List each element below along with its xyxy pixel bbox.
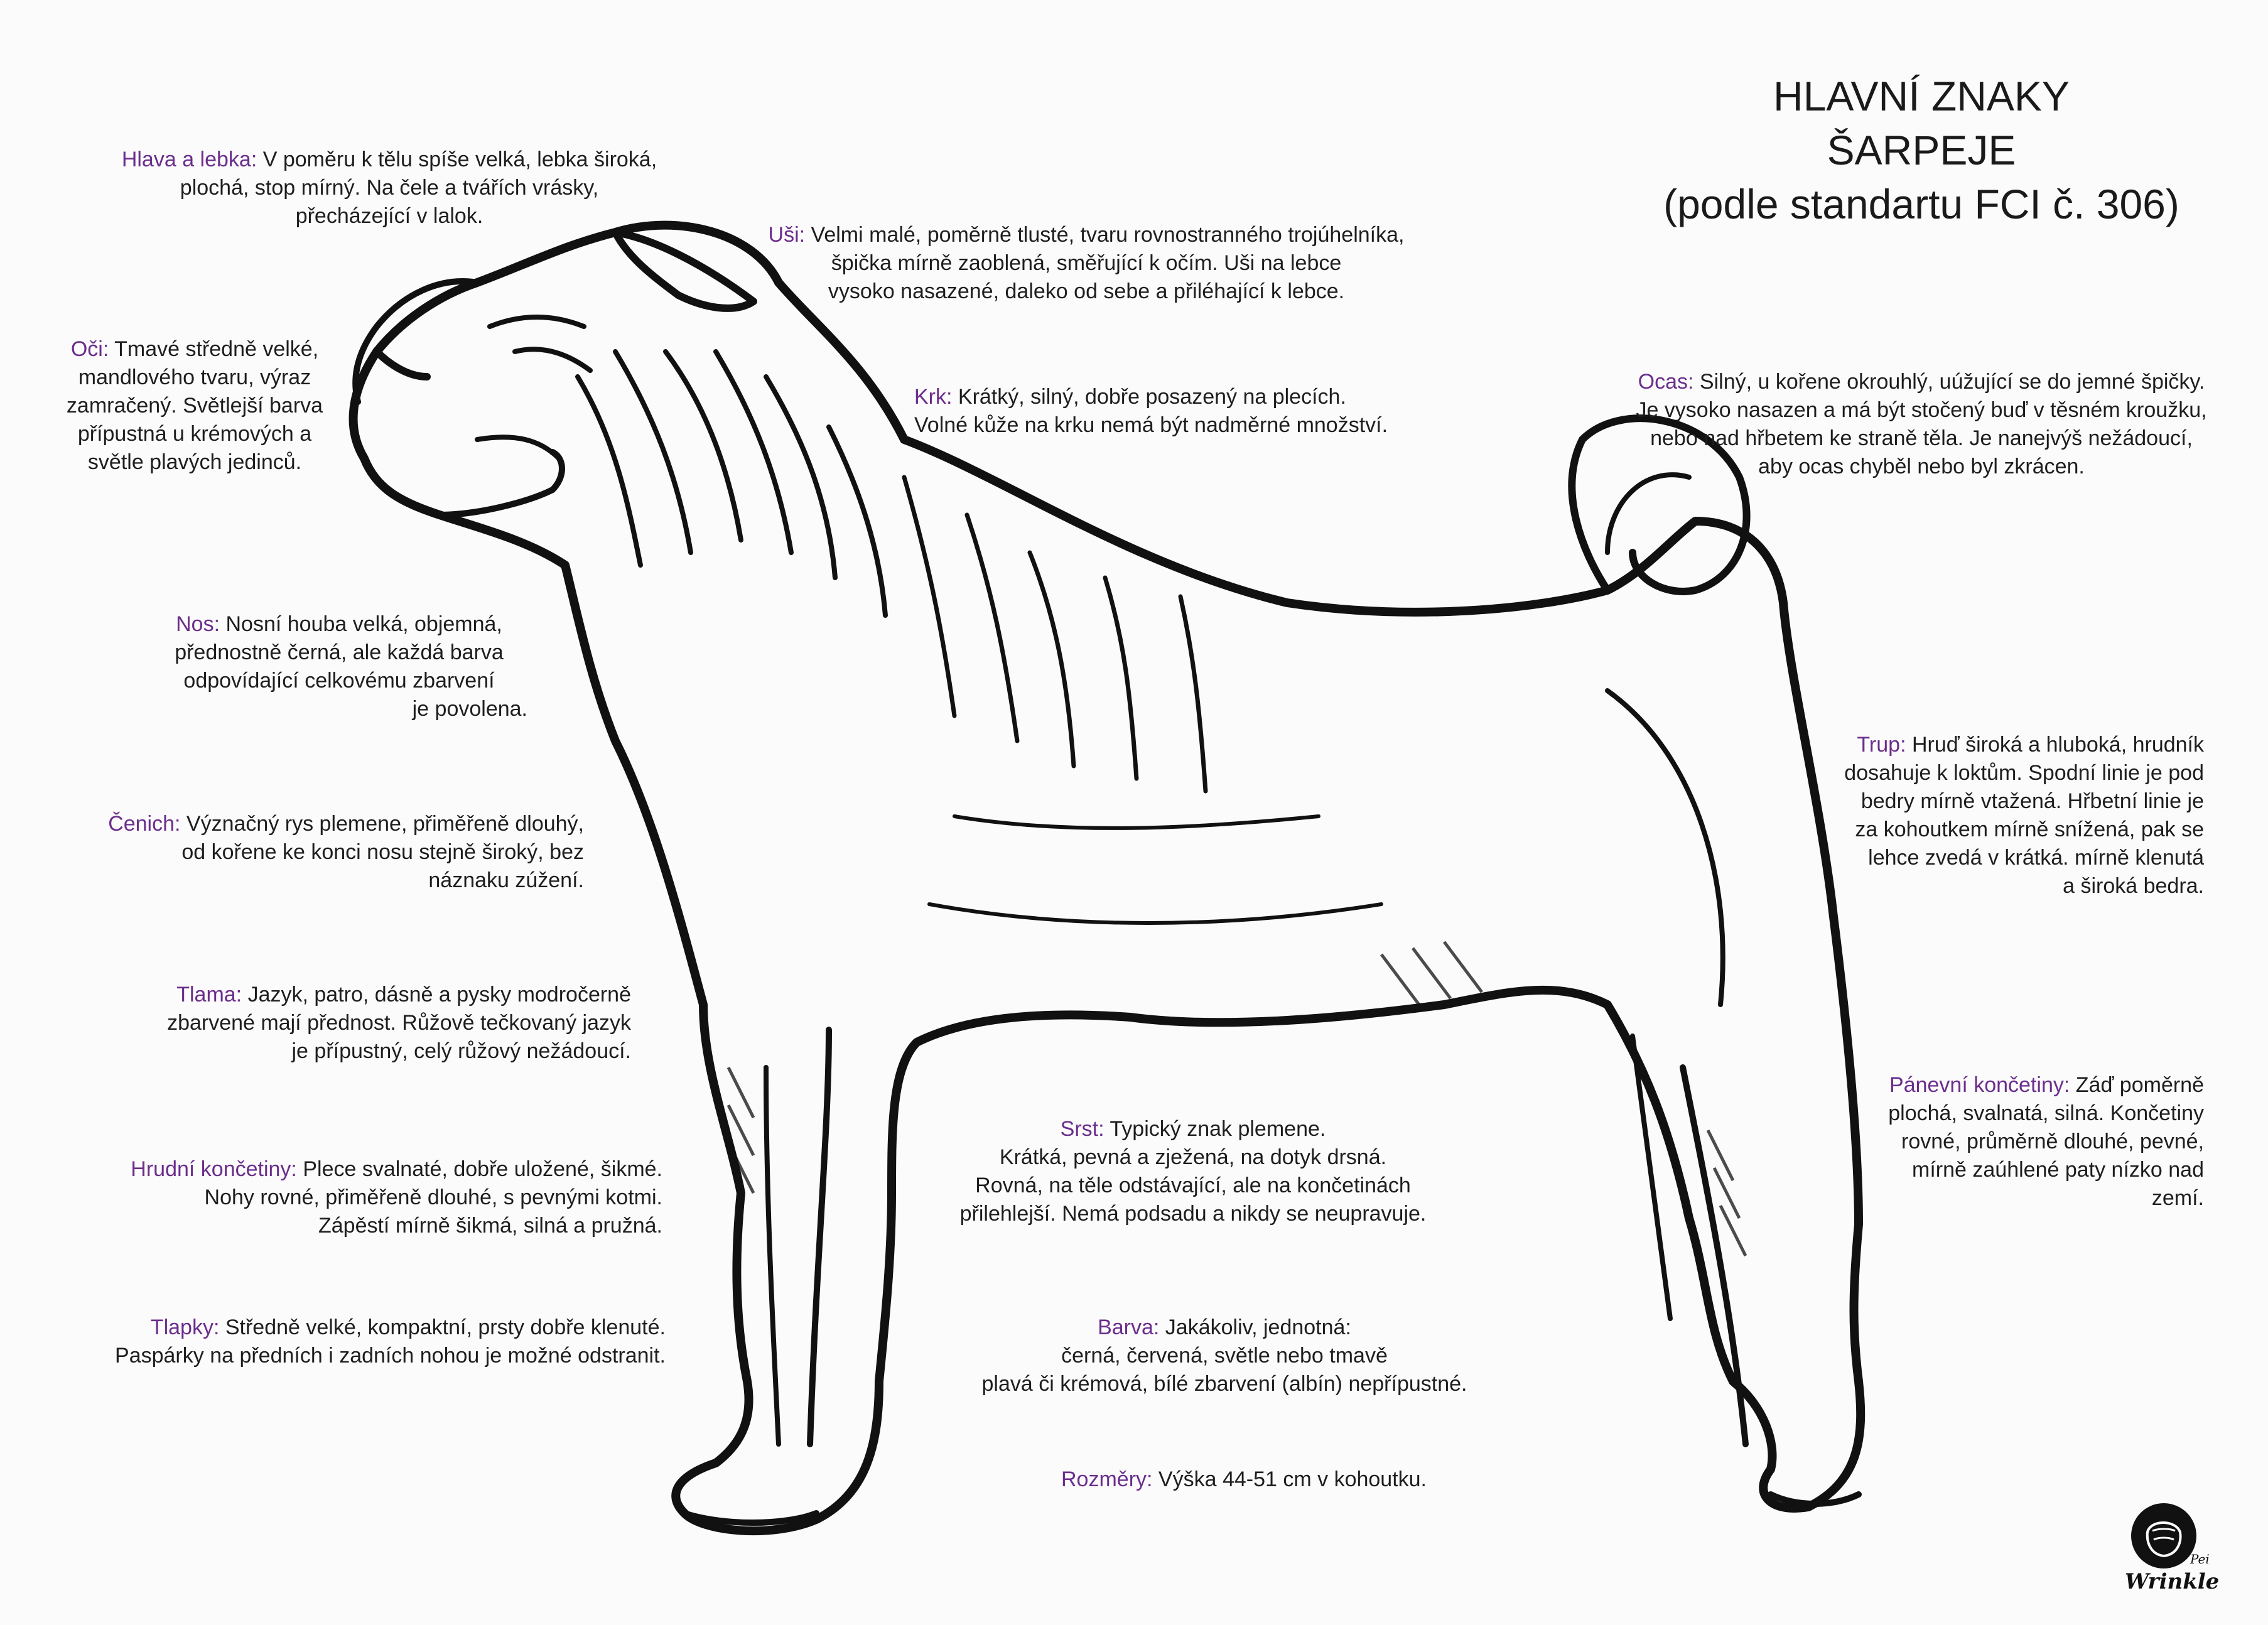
section-nos: [151, 610, 527, 723]
section-tlama-line-1: Jazyk, patro, dásně a pysky modročerně: [242, 983, 631, 1007]
section-trup-label: Trup:: [1857, 733, 1906, 757]
section-oci-line-5: světle plavých jedinců.: [87, 450, 302, 474]
section-panevni-line-2: plochá, svalnatá, silná. Končetiny: [1888, 1101, 2204, 1125]
section-oci-line-2: mandlového tvaru, výraz: [78, 365, 311, 389]
section-ocas-line-3: nebo nad hřbetem ke straně těla. Je nanejvýš nežádoucí,: [1650, 426, 2193, 450]
section-srst: [910, 1115, 1476, 1228]
section-usi: [741, 221, 1432, 306]
section-cenich-label: Čenich:: [108, 812, 181, 836]
section-srst-line-2: Krátká, pevná a zježená, na dotyk drsná.: [999, 1145, 1387, 1169]
section-oci: [38, 335, 352, 477]
section-hrudni-label: Hrudní končetiny:: [131, 1157, 297, 1181]
section-trup: [1796, 731, 2204, 900]
section-trup-line-5: lehce zvedá v krátká. mírně klenutá: [1868, 846, 2204, 870]
section-oci-line-3: zamračený. Světlejší barva: [66, 394, 323, 418]
section-barva-line-3: plavá či krémová, bílé zbarvení (albín) nepřípustné.: [981, 1372, 1467, 1396]
section-panevni-line-5: zemí.: [2151, 1186, 2204, 1210]
title-line-3: (podle standartu FCI č. 306): [1663, 181, 2179, 227]
section-tlama-line-3: je přípustný, celý růžový nežádoucí.: [291, 1039, 631, 1063]
section-cenich: [38, 810, 584, 895]
section-cenich-line-1: Význačný rys plemene, přiměřeně dlouhý,: [180, 812, 584, 836]
section-oci-line-1: Tmavé středně velké,: [109, 337, 319, 361]
section-oci-line-4: přípustná u krémových a: [77, 422, 312, 446]
section-nos-line-2: přednostně černá, ale každá barva: [175, 640, 504, 664]
section-ocas: [1607, 368, 2235, 481]
section-tlapky: [63, 1314, 666, 1370]
section-srst-line-4: přilehlejší. Nemá podsadu a nikdy se neupravuje.: [959, 1202, 1427, 1226]
section-trup-line-3: bedry mírně vtažená. Hřbetní linie je: [1860, 789, 2204, 813]
section-barva-label: Barva:: [1098, 1315, 1160, 1339]
section-hlava-line-1: V poměru k tělu spíše velká, lebka široká,: [257, 148, 657, 171]
section-barva-line-2: černá, červená, světle nebo tmavě: [1061, 1344, 1388, 1368]
section-tlapky-line-1: Středně velké, kompaktní, prsty dobře klenuté.: [219, 1315, 666, 1339]
section-srst-label: Srst:: [1060, 1117, 1104, 1141]
section-tlama-label: Tlama:: [176, 983, 242, 1007]
section-panevni-line-1: Záď poměrně: [2070, 1073, 2204, 1097]
section-krk-line-1: Krátký, silný, dobře posazený na plecích.: [952, 385, 1346, 409]
section-krk-line-2: Volné kůže na krku nemá být nadměrné množství.: [914, 413, 1388, 437]
section-cenich-line-2: od kořene ke konci nosu stejně široký, bez: [181, 840, 584, 864]
section-trup-line-2: dosahuje k loktům. Spodní linie je pod: [1844, 761, 2204, 785]
section-rozmery: [1061, 1466, 1563, 1494]
section-rozmery-label: Rozměry:: [1061, 1467, 1153, 1491]
section-hrudni: [63, 1155, 662, 1240]
section-krk: [914, 383, 1479, 440]
section-hrudni-line-3: Zápěstí mírně šikmá, silná a pružná.: [318, 1214, 662, 1238]
section-cenich-line-3: náznaku zúžení.: [428, 868, 584, 892]
section-nos-line-1: Nosní houba velká, objemná,: [220, 612, 502, 636]
section-trup-line-6: a široká bedra.: [2063, 874, 2204, 898]
section-ocas-line-4: aby ocas chyběl nebo byl zkrácen.: [1758, 455, 2085, 478]
section-nos-line-3: odpovídající celkovému zbarvení: [183, 669, 495, 693]
section-hlava-line-2: plochá, stop mírný. Na čele a tvářích vrásky,: [180, 176, 599, 200]
section-rozmery-line-1: Výška 44-51 cm v kohoutku.: [1152, 1467, 1427, 1491]
section-hlava-line-3: přecházející v lalok.: [295, 204, 483, 228]
section-panevni-line-4: mírně zaúhlené paty nízko nad: [1912, 1158, 2204, 1182]
section-ocas-label: Ocas:: [1638, 370, 1694, 394]
section-tlapky-label: Tlapky:: [150, 1315, 220, 1339]
logo-badge-icon: [2131, 1503, 2196, 1568]
section-srst-line-1: Typický znak plemene.: [1104, 1117, 1326, 1141]
section-hrudni-line-1: Plece svalnaté, dobře uložené, šikmé.: [296, 1157, 662, 1181]
section-hlava: [107, 146, 672, 230]
section-usi-label: Uši:: [768, 223, 806, 247]
section-barva-line-1: Jakákoliv, jednotná:: [1159, 1315, 1351, 1339]
wrinkle-pei-logo: [2122, 1494, 2223, 1601]
section-hlava-label: Hlava a lebka:: [121, 148, 257, 171]
section-tlapky-line-2: Paspárky na předních i zadních nohou je možné odstranit.: [115, 1344, 666, 1368]
section-ocas-line-2: Je vysoko nasazen a má být stočený buď v těsném kroužku,: [1636, 398, 2207, 422]
section-panevni-label: Pánevní končetiny:: [1889, 1073, 2070, 1097]
section-panevni: [1808, 1071, 2204, 1212]
section-hrudni-line-2: Nohy rovné, přiměřeně dlouhé, s pevnými kotmi.: [204, 1185, 662, 1209]
title-line-1: HLAVNÍ ZNAKY: [1773, 73, 2070, 119]
section-nos-label: Nos:: [176, 612, 220, 636]
title-line-2: ŠARPEJE: [1827, 127, 2016, 173]
section-tlama: [63, 981, 631, 1066]
section-nos-line-4: je povolena.: [412, 697, 527, 721]
section-srst-line-3: Rovná, na těle odstávající, ale na končetinách: [975, 1174, 1411, 1197]
section-trup-line-4: za kohoutkem mírně snížená, pak se: [1855, 818, 2204, 841]
section-ocas-line-1: Silný, u kořene okrouhlý, uúžující se do jemné špičky.: [1693, 370, 2205, 394]
section-usi-line-3: vysoko nasazené, daleko od sebe a přiléhající k lebce.: [828, 279, 1345, 303]
section-krk-label: Krk:: [914, 385, 953, 409]
section-oci-label: Oči:: [70, 337, 109, 361]
section-panevni-line-3: rovné, průměrně dlouhé, pevné,: [1901, 1130, 2204, 1153]
logo-pei-text: Pei: [2190, 1552, 2210, 1567]
section-tlama-line-2: zbarvené mají přednost. Růžově tečkovaný jazyk: [167, 1011, 631, 1035]
logo-wrinkle-text: Wrinkle: [2125, 1569, 2220, 1594]
section-barva: [910, 1314, 1538, 1398]
section-usi-line-1: Velmi malé, poměrně tlusté, tvaru rovnostranného trojúhelníka,: [805, 223, 1405, 247]
section-trup-line-1: Hruď široká a hluboká, hrudník: [1906, 733, 2204, 757]
section-usi-line-2: špička mírně zaoblená, směřující k očím. Uši na lebce: [831, 251, 1342, 275]
